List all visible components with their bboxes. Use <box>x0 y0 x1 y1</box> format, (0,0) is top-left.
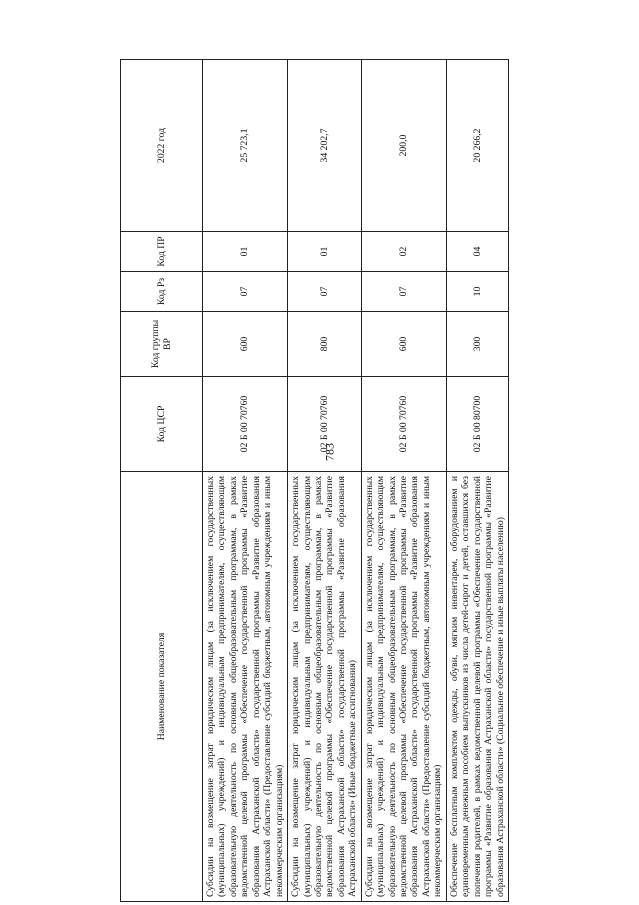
row-year: 20 266,2 <box>446 60 508 232</box>
budget-table <box>120 59 509 902</box>
row-vr: 600 <box>361 312 446 377</box>
row-rz: 07 <box>288 272 362 312</box>
table-row <box>361 60 446 902</box>
row-name: Субсидии на возмещение затрат юридическим лицам (за исключением государственных (муниципальных) учреждений) и индивидуальным предпринимателям, осуществляющим образовательную деятельность по основным общеобразовательным программам, в рамках ведомственной целевой программы «Обеспечение государственной программы «Развитие образования Астраханской области» государственной программы «Развитие образования Астраханской области» (Иные бюджетные ассигнования) <box>288 472 362 902</box>
header-rz: Код Рз <box>121 272 203 312</box>
table-row <box>288 60 362 902</box>
table-row <box>446 60 508 902</box>
row-vr: 600 <box>203 312 288 377</box>
header-pr: Код ПР <box>121 232 203 272</box>
row-vr: 300 <box>446 312 508 377</box>
header-csr: Код ЦСР <box>121 377 203 472</box>
row-csr: 02 Б 00 80700 <box>446 377 508 472</box>
row-pr: 01 <box>203 232 288 272</box>
header-vr: Код группы ВР <box>121 312 203 377</box>
row-vr: 800 <box>288 312 362 377</box>
header-name: Наименование показателя <box>121 472 203 902</box>
page-number: 783 <box>322 443 337 461</box>
row-pr: 04 <box>446 232 508 272</box>
row-name: Субсидии на возмещение затрат юридическим лицам (за исключением государственных (муниципальных) учреждений) и индивидуальным предпринимателям, осуществляющим образовательную деятельность по основным общеобразовательным программам, в рамках ведомственной целевой программы «Обеспечение государственной программы «Развитие образования Астраханской области» государственной программы «Развитие образования Астраханской области» (Предоставление субсидий бюджетным, автономным учреждениям и иным некоммерческим организациям) <box>361 472 446 902</box>
row-pr: 01 <box>288 232 362 272</box>
row-csr: 02 Б 00 70760 <box>203 377 288 472</box>
table-header-row <box>121 60 203 902</box>
header-year: 2022 год <box>121 60 203 232</box>
rotated-page-content <box>120 60 506 902</box>
row-year: 200,0 <box>361 60 446 232</box>
row-rz: 07 <box>361 272 446 312</box>
table-row <box>203 60 288 902</box>
row-pr: 02 <box>361 232 446 272</box>
row-name: Обеспечение бесплатным комплектом одежды, обуви, мягким инвентарем, оборудованием и единовременным денежным пособием выпускников из числа детей-сирот и детей, оставшихся без попечения родителей, в рамках ведомственной целевой программы «Обеспечение государственной программы «Развитие образования Астраханской области» государственной программы «Развитие образования Астраханской области» (Социальное обеспечение и иные выплаты населению) <box>446 472 508 902</box>
row-rz: 10 <box>446 272 508 312</box>
row-csr: 02 Б 00 70760 <box>361 377 446 472</box>
row-name: Субсидии на возмещение затрат юридическим лицам (за исключением государственных (муниципальных) учреждений) и индивидуальным предпринимателям, осуществляющим образовательную деятельность по основным общеобразовательным программам, в рамках ведомственной целевой программы «Обеспечение государственной программы «Развитие образования Астраханской области» государственной программы «Развитие образования Астраханской области» (Предоставление субсидий бюджетным, автономным учреждениям и иным некоммерческим организациям) <box>203 472 288 902</box>
row-year: 34 202,7 <box>288 60 362 232</box>
row-year: 25 723,1 <box>203 60 288 232</box>
row-csr: 02 Б 00 70760 <box>288 377 362 472</box>
row-rz: 07 <box>203 272 288 312</box>
